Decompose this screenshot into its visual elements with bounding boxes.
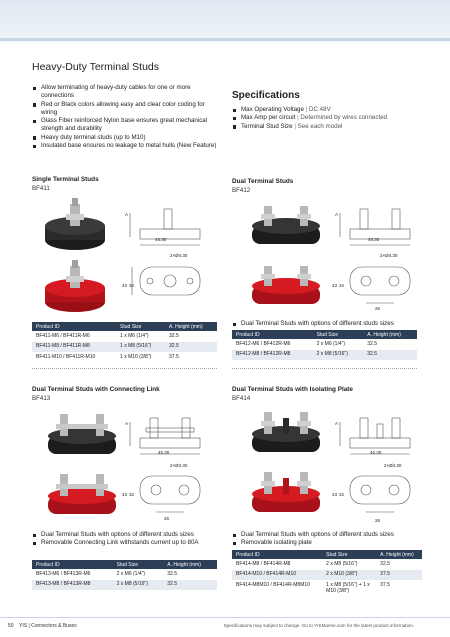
table-header: Product ID [32, 322, 116, 331]
table-header: A. Height (mm) [165, 322, 217, 331]
bf414-black-product-image [246, 406, 326, 466]
note-item: Removable Connecting Link withstands current up to 80A [32, 539, 222, 547]
footer-disclaimer: Specifications may subject to change. Go to YISMarine.com for the latest product information. [223, 623, 414, 628]
bf413-dim-height: A [125, 421, 129, 426]
table-row: BF412-M6 / BF412R-M6 2 x M6 (1/4") 32.5 [232, 339, 417, 350]
section-code-bf411: BF411 [32, 185, 50, 192]
bf413-technical-drawing [120, 414, 220, 524]
note-item: Dual Terminal Studs with options of different studs sizes [232, 320, 442, 328]
bf412-notes [232, 320, 442, 328]
bf414-spec-table [232, 550, 422, 595]
bf411-dim-h1: 43 [122, 283, 128, 288]
section-code-bf414: BF414 [232, 395, 251, 402]
section-code-bf412: BF412 [232, 187, 251, 194]
bf411-technical-drawing [120, 205, 220, 315]
feature-item: Insulated base ensures no leakage to metal hulls (New Feature) [32, 142, 222, 150]
divider [32, 368, 217, 369]
spec-item: Max Amp per circuit | Determined by wires connected [232, 114, 432, 122]
page-number: 50 [8, 623, 14, 629]
bf414-dim-h2: 32 [339, 492, 345, 497]
bf413-dim-h1: 43 [122, 492, 128, 497]
spec-item: Terminal Stud Size | See each model [232, 123, 432, 131]
table-header: Product ID [232, 330, 313, 339]
section-title-bf412: Dual Terminal Studs [232, 178, 294, 185]
footer-page-info [8, 623, 77, 629]
feature-list [32, 84, 222, 150]
note-item: Dual Terminal Studs with options of different studs sizes [232, 531, 442, 539]
bf411-red-product-image [40, 258, 110, 318]
bf411-dim-hole: 2×Ø4.30 [170, 253, 188, 258]
bf411-dim-height: A [125, 212, 129, 217]
table-row: BF414-M8 / BF414R-M8 2 x M8 (5/16") 32.5 [232, 559, 422, 570]
bf412-spec-table [232, 330, 417, 360]
bf411-dim-h2: 32 [129, 283, 135, 288]
bf413-dim-h2: 32 [129, 492, 135, 497]
feature-item: Glass Fiber reinforced Nylon base ensures great mechanical strength and durability [32, 117, 222, 134]
specifications-list [232, 106, 432, 131]
section-title-bf413: Dual Terminal Studs with Connecting Link [32, 386, 160, 393]
bf412-dim-h2: 32 [339, 283, 345, 288]
feature-item: Red or Black colors allowing easy and clear color coding for wiring [32, 101, 222, 118]
table-row: BF413-M6 / BF413R-M6 2 x M6 (1/4") 32.5 [32, 569, 217, 580]
bf414-dim-height: A [335, 421, 339, 426]
page-header-band [0, 0, 450, 42]
table-header: Stud Size [313, 330, 364, 339]
table-row: BF411-M8 / BF411R-M8 1 x M8 (5/16") 32.5 [32, 342, 217, 353]
bf412-black-product-image [246, 198, 326, 258]
table-header: Stud Size [322, 550, 376, 559]
table-header: Product ID [232, 550, 322, 559]
specifications-title: Specifications [232, 90, 300, 101]
section-code-bf413: BF413 [32, 395, 51, 402]
table-header: Stud Size [113, 560, 164, 569]
table-row: BF411-M6 / BF411R-M6 1 x M6 (1/4") 32.5 [32, 331, 217, 342]
page-footer [0, 617, 450, 637]
divider [232, 368, 417, 369]
bf414-dim-spacing: 26 [375, 518, 381, 523]
table-header: A. Height (mm) [163, 560, 217, 569]
note-item: Dual Terminal Studs with options of different studs sizes [32, 531, 222, 539]
table-row: BF413-M8 / BF413R-M8 2 x M8 (5/16") 32.5 [32, 580, 217, 591]
table-header: Product ID [32, 560, 113, 569]
table-row: BF414-M10 / BF414R-M10 2 x M10 (3/8") 37.5 [232, 570, 422, 581]
bf414-red-product-image [246, 466, 326, 526]
bf413-dim-spacing: 26 [164, 516, 170, 521]
bf412-dim-height: A [335, 212, 339, 217]
table-row: BF411-M10 / BF411R-M10 1 x M10 (3/8") 37.5 [32, 352, 217, 363]
bf414-notes [232, 531, 442, 548]
bf414-technical-drawing [330, 414, 430, 524]
bf414-dim-width: 46.30 [370, 450, 382, 455]
table-row: BF412-M8 / BF412R-M8 2 x M8 (5/16") 32.5 [232, 350, 417, 361]
bf413-dim-hole: 2×Ø4.30 [170, 463, 188, 468]
bf414-dim-h1: 43 [332, 492, 338, 497]
bf413-spec-table [32, 560, 217, 590]
page-title: Heavy-Duty Terminal Studs [32, 61, 160, 73]
bf412-dim-width: 45.30 [368, 237, 380, 242]
bf412-dim-spacing: 26 [375, 306, 381, 311]
bf414-dim-hole: 2×Ø4.30 [384, 463, 402, 468]
footer-section: YIS | Connectors & Buses [19, 623, 77, 629]
bf413-red-product-image [42, 468, 122, 528]
bf412-red-product-image [246, 258, 326, 318]
bf413-notes [32, 531, 222, 548]
section-title-bf411: Single Terminal Studs [32, 176, 99, 183]
note-item: Removable isolating plate [232, 539, 442, 547]
bf411-spec-table [32, 322, 217, 363]
bf411-black-product-image [40, 196, 110, 256]
table-header: A. Height (mm) [363, 330, 417, 339]
bf412-technical-drawing [330, 205, 430, 315]
table-header: A. Height (mm) [376, 550, 422, 559]
feature-item: Heavy duty terminal studs (up to M10) [32, 134, 222, 142]
bf413-black-product-image [42, 408, 122, 468]
section-title-bf414: Dual Terminal Studs with Isolating Plate [232, 386, 353, 393]
table-row: BF414-M8M10 / BF414R-M8M10 1 x M8 (5/16") + 1 x M10 (3/8") 37.5 [232, 580, 422, 595]
bf411-dim-width: 45.30 [155, 237, 167, 242]
feature-item: Allow terminating of heavy-duty cables for one or more connections [32, 84, 222, 101]
bf412-dim-hole: 2×Ø4.30 [380, 253, 398, 258]
bf413-dim-width: 45.30 [158, 450, 170, 455]
bf412-dim-h1: 43 [332, 283, 338, 288]
spec-item: Max Operating Voltage | DC 48V [232, 106, 432, 114]
table-header: Stud Size [116, 322, 165, 331]
